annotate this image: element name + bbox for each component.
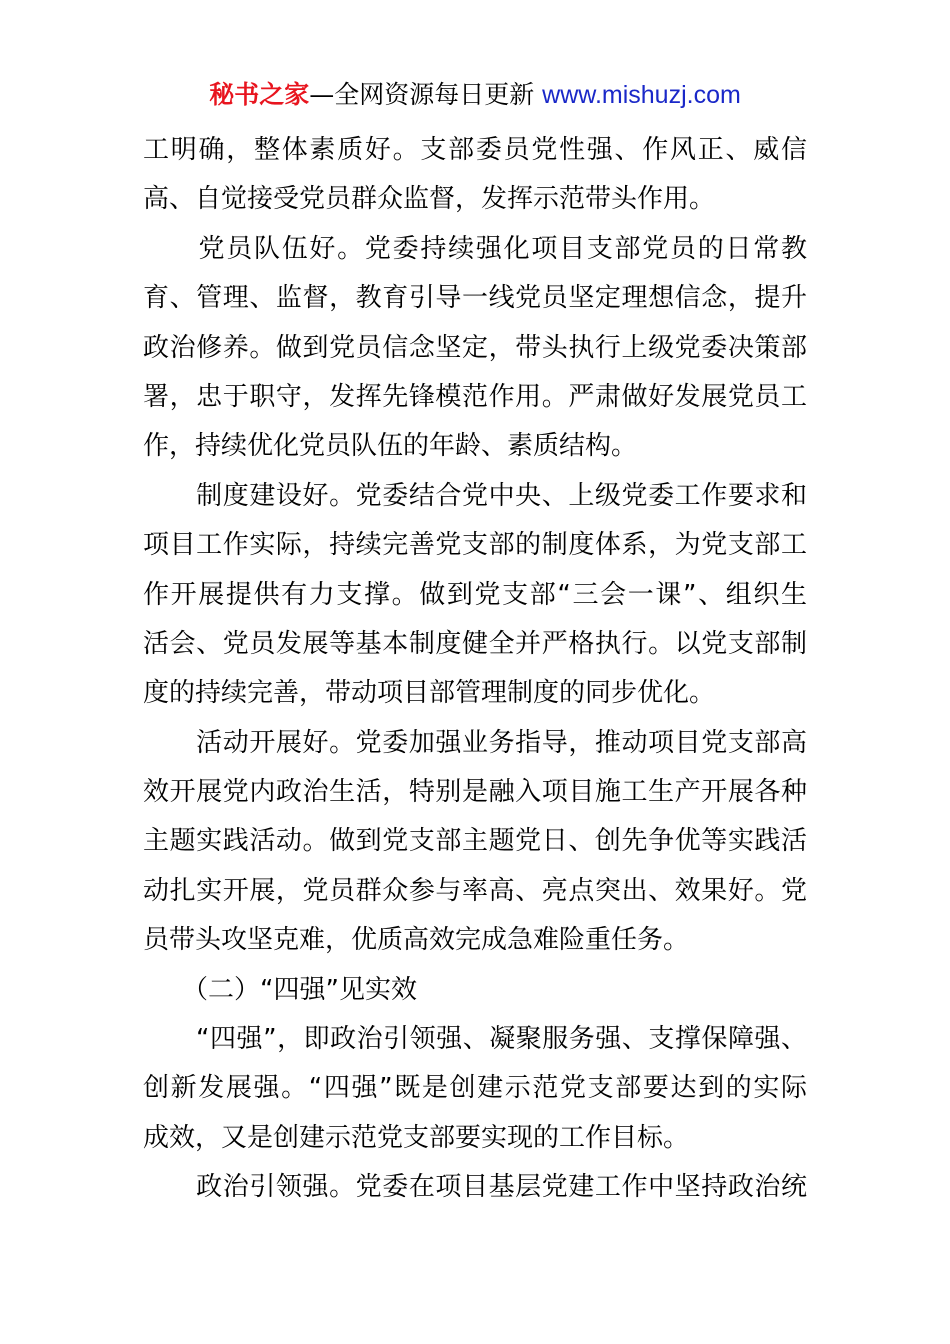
section-heading: （二）“四强”见实效 [143, 974, 417, 1005]
text-line: 作开展提供有力支撑。做到党支部“三会一课”、组织生 [143, 579, 807, 610]
text-line: 高、自觉接受党员群众监督，发挥示范带头作用。 [143, 184, 716, 215]
text-line: 制度建设好。党委结合党中央、上级党委工作要求和 [143, 480, 807, 511]
site-tagline: —全网资源每日更新 [309, 80, 543, 109]
text-line: 育、管理、监督，教育引导一线党员坚定理想信念，提升 [143, 283, 807, 314]
text-line: “四强”，即政治引领强、凝聚服务强、支撑保障强、 [143, 1024, 807, 1055]
text-line: 署，忠于职守，发挥先锋模范作用。严肃做好发展党员工 [143, 381, 807, 412]
text-line: 活动开展好。党委加强业务指导，推动项目党支部高 [143, 727, 807, 758]
text-line: 动扎实开展，党员群众参与率高、亮点突出、效果好。党 [143, 875, 807, 906]
text-line: 度的持续完善，带动项目部管理制度的同步优化。 [143, 678, 716, 709]
document-body [143, 126, 807, 1213]
text-line: 政治引领强。党委在项目基层党建工作中坚持政治统 [143, 1172, 807, 1203]
text-line: 项目工作实际，持续完善党支部的制度体系，为党支部工 [143, 530, 807, 561]
text-line: 党员队伍好。党委持续强化项目支部党员的日常教 [143, 233, 807, 264]
text-line: 创新发展强。“四强”既是创建示范党支部要达到的实际 [143, 1073, 807, 1104]
site-brand: 秘书之家 [209, 80, 310, 109]
text-line: 效开展党内政治生活，特别是融入项目施工生产开展各种 [143, 777, 807, 808]
text-line: 工明确，整体素质好。支部委员党性强、作风正、威信 [143, 135, 807, 165]
text-line: 作，持续优化党员队伍的年龄、素质结构。 [143, 431, 638, 462]
site-header [0, 78, 950, 112]
text-line: 政治修养。做到党员信念坚定，带头执行上级党委决策部 [143, 332, 807, 363]
text-line: 活会、党员发展等基本制度健全并严格执行。以党支部制 [143, 628, 807, 659]
text-line: 主题实践活动。做到党支部主题党日、创先争优等实践活 [143, 826, 807, 857]
site-url[interactable]: www.mishuzj.com [542, 81, 741, 109]
text-line: 成效，又是创建示范党支部要实现的工作目标。 [143, 1122, 690, 1153]
text-line: 员带头攻坚克难，优质高效完成急难险重任务。 [143, 925, 690, 956]
